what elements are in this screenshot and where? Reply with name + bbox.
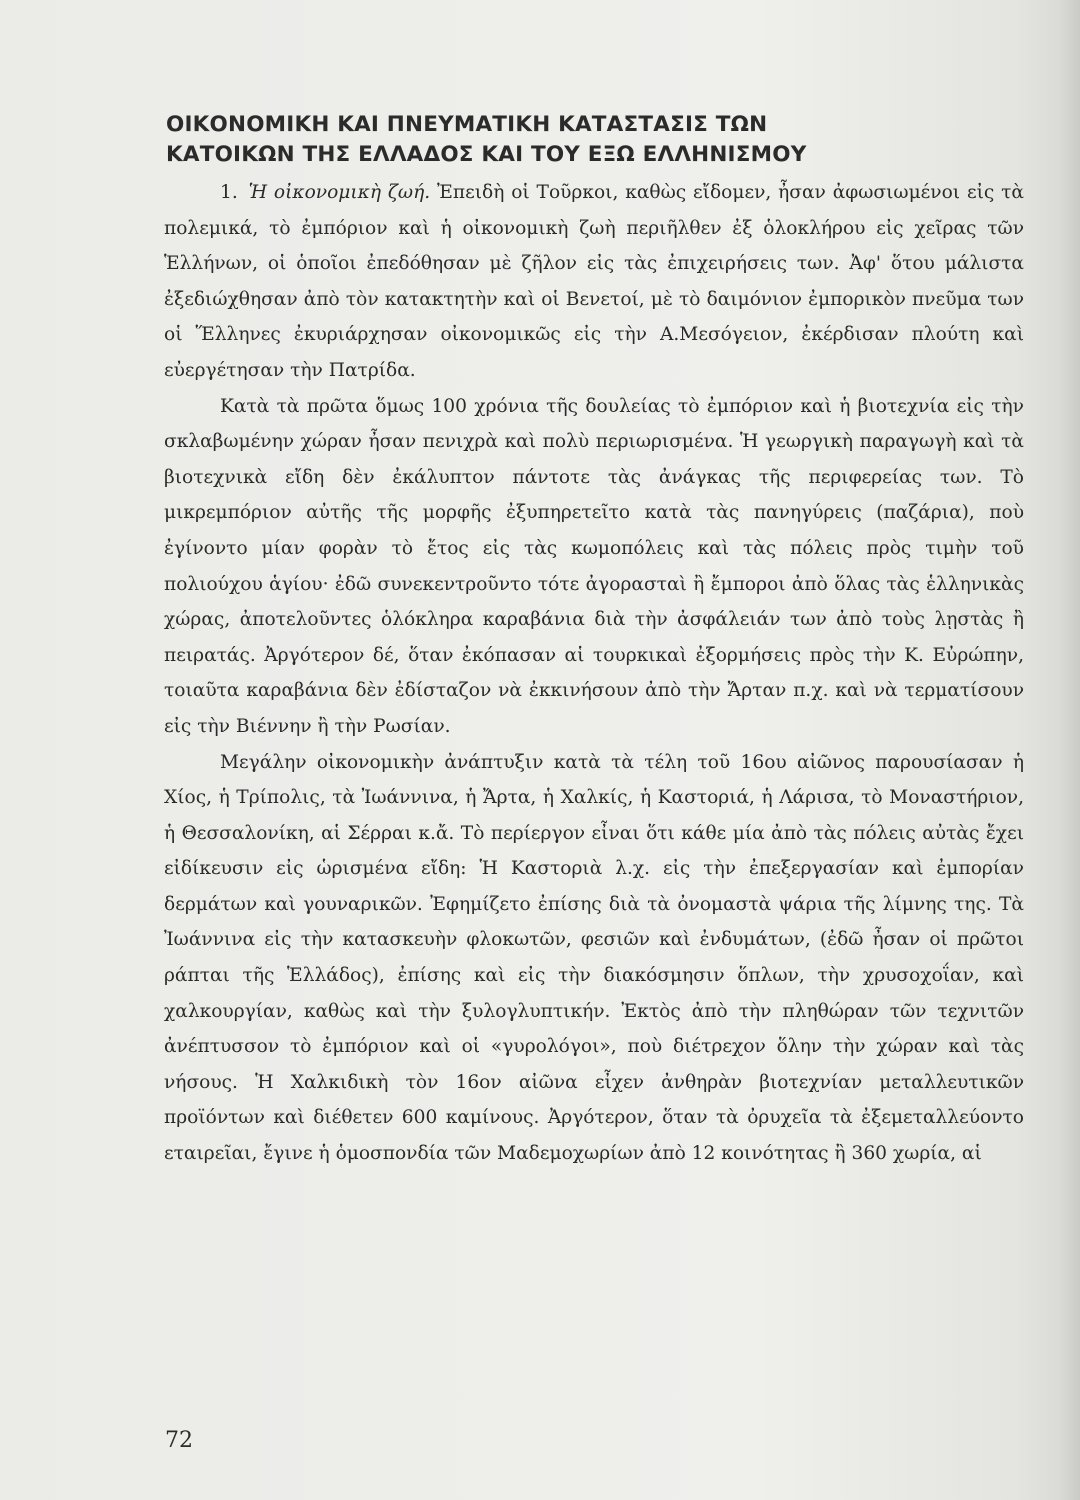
section-title: Ἡ οἰκονομικὴ ζωή. — [248, 182, 431, 203]
paragraph-3: Μεγάλην οἰκονομικὴν ἀνάπτυξιν κατὰ τὰ τέλη τοῦ 16ου αἰῶνος παρουσίασαν ἡ Χίος, ἡ Τρίπολις, τὰ Ἰωάννινα, ἡ Ἄρτα, ἡ Χαλκίς, ἡ Καστοριά, ἡ Λάρισα, τὸ Μοναστήριον, ἡ Θεσσαλονίκη, αἱ Σέρραι κ.ἄ. Τὸ περίεργον εἶναι ὅτι κάθε μία ἀπὸ τὰς πόλεις αὐτὰς ἔχει εἰδίκευσιν εἰς ὡρισμένα εἴδη: Ἡ Καστοριὰ λ.χ. εἰς τὴν ἐπεξεργασίαν καὶ ἐμπορίαν δερμάτων καὶ γουναρικῶν. Ἐφημίζετο ἐπίσης διὰ τὰ ὀνομαστὰ ψάρια τῆς λίμνης της. Τὰ Ἰωάννινα εἰς τὴν κατασκευὴν φλοκωτῶν, φεσιῶν καὶ ἐνδυμάτων, (ἐδῶ ἦσαν οἱ πρῶτοι ράπται τῆς Ἑλλάδος), ἐπίσης καὶ εἰς τὴν διακόσμησιν ὅπλων, τὴν χρυσοχοΐαν, καὶ χαλκουργίαν, καθὼς καὶ τὴν ξυλογλυπτικήν. Ἐκτὸς ἀπὸ τὴν πληθώραν τῶν τεχνιτῶν ἀνέπτυσσον τὸ ἐμπόριον καὶ οἱ «γυρολόγοι», ποὺ διέτρεχον ὅλην τὴν χώραν καὶ τὰς νήσους. Ἡ Χαλκιδικὴ τὸν 16ον αἰῶνα εἶχεν ἀνθηρὰν βιοτεχνίαν μεταλλευτικῶν προϊόντων καὶ διέθετεν 600 καμίνους. Ἀργότερον, ὅταν τὰ ὀρυχεῖα τὰ ἐξεμεταλλεύοντο εταιρεῖαι, ἔγινε ἡ ὁμοσπονδία τῶν Μαδεμοχωρίων ἀπὸ 12 κοινότητας ἢ 360 χωρία, αἱ — [164, 751, 1024, 1165]
chapter-heading-line-1: ΟΙΚΟΝΟΜΙΚΗ ΚΑΙ ΠΝΕΥΜΑΤΙΚΗ ΚΑΤΑΣΤΑΣΙΣ ΤΩΝ — [166, 112, 768, 137]
paragraph-1-text: Ἐπειδὴ οἱ Τοῦρκοι, καθὼς εἴδομεν, ἦσαν ἀφωσιωμένοι εἰς τὰ πολεμικά, τὸ ἐμπόριον καὶ ἡ οἰκονομικὴ ζωὴ περιῆλθεν ἐξ ὁλοκλήρου εἰς χεῖρας τῶν Ἑλλήνων, οἱ ὁποῖοι ἐπεδόθησαν μὲ ζῆλον εἰς τὰς ἐπιχειρήσεις των. Ἀφ' ὅτου μάλιστα ἐξεδιώχθησαν ἀπὸ τὸν κατακτητὴν καὶ οἱ Βενετοί, μὲ τὸ δαιμόνιον ἐμπορικὸν πνεῦμα των οἱ Ἕλληνες ἐκυριάρχησαν οἰκονομικῶς εἰς τὴν Α.Μεσόγειον, ἐκέρδισαν πλούτη καὶ εὐεργέτησαν τὴν Πατρίδα. — [164, 182, 1024, 381]
page-number: 72 — [165, 1428, 193, 1453]
body-text — [164, 175, 1024, 1172]
page-edge-shadow — [1058, 0, 1080, 1500]
paragraph-2: Κατὰ τὰ πρῶτα ὅμως 100 χρόνια τῆς δουλείας τὸ ἐμπόριον καὶ ἡ βιοτεχνία εἰς τὴν σκλαβωμένην χώραν ἦσαν πενιχρὰ καὶ πολὺ περιωρισμένα. Ἡ γεωργικὴ παραγωγὴ καὶ τὰ βιοτεχνικὰ εἴδη δὲν ἐκάλυπτον πάντοτε τὰς ἀνάγκας τῆς περιφερείας των. Τὸ μικρεμπόριον αὐτῆς τῆς μορφῆς ἐξυπηρετεῖτο κατὰ τὰς πανηγύρεις (παζάρια), ποὺ ἐγίνοντο μίαν φορὰν τὸ ἔτος εἰς τὰς κωμοπόλεις καὶ τὰς πόλεις πρὸς τιμὴν τοῦ πολιούχου ἁγίου· ἐδῶ συνεκεντροῦντο τότε ἀγορασταὶ ἢ ἔμποροι ἀπὸ ὅλας τὰς ἑλληνικὰς χώρας, ἀποτελοῦντες ὁλόκληρα καραβάνια διὰ τὴν ἀσφάλειάν των ἀπὸ τοὺς λῃστὰς ἢ πειρατάς. Ἀργότερον δέ, ὅταν ἐκόπασαν αἱ τουρκικαὶ ἐξορμήσεις πρὸς τὴν Κ. Εὐρώπην, τοιαῦτα καραβάνια δὲν ἐδίσταζον νὰ ἐκκινήσουν ἀπὸ τὴν Ἄρταν π.χ. καὶ νὰ τερματίσουν εἰς τὴν Βιέννην ἢ τὴν Ρωσίαν. — [164, 395, 1024, 737]
section-number: 1. — [220, 182, 238, 203]
chapter-heading-line-2: ΚΑΤΟΙΚΩΝ ΤΗΣ ΕΛΛΑΔΟΣ ΚΑΙ ΤΟΥ ΕΞΩ ΕΛΛΗΝΙΣΜΟΥ — [166, 142, 807, 167]
paragraph-1 — [164, 175, 1024, 389]
chapter-heading — [166, 110, 1026, 170]
